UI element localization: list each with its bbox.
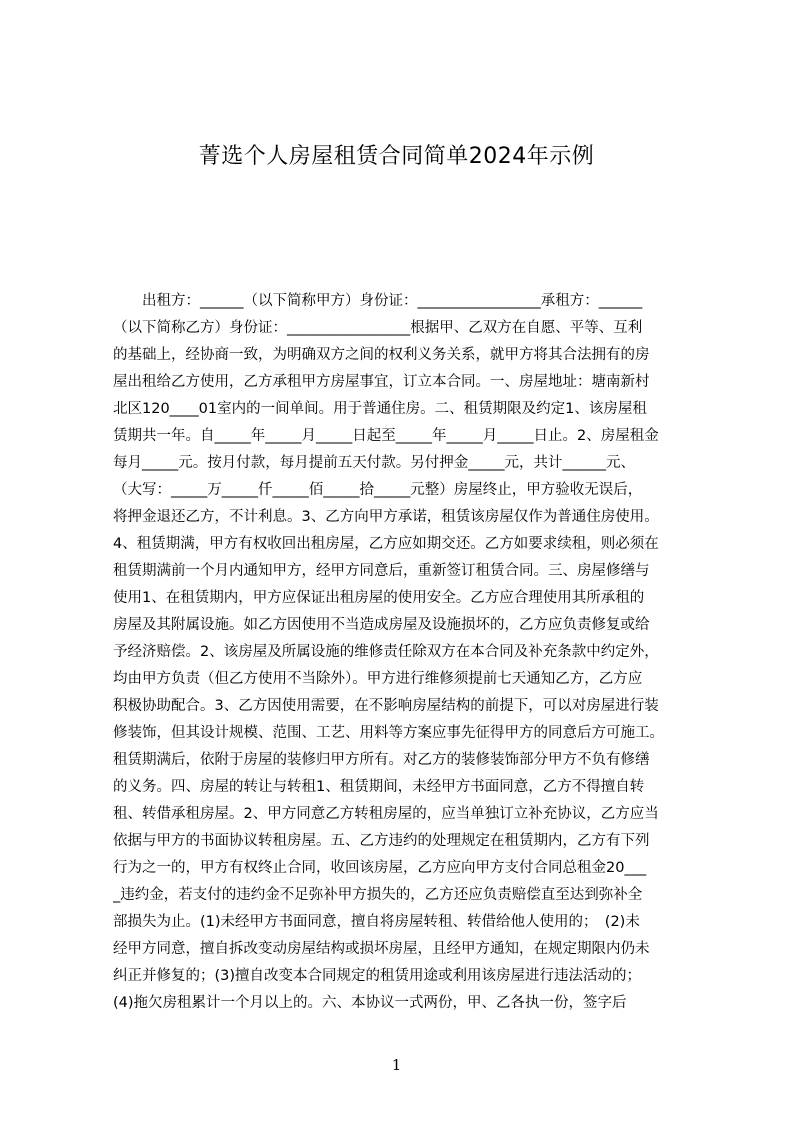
body-line: 屋出租给乙方使用，乙方承租甲方房屋事宜，订立本合同。一、房屋地址：塘南新村	[113, 374, 650, 390]
body-line: 将押金退还乙方，不计利息。3、乙方向甲方承诺，租赁该房屋仅作为普通住房使用。	[113, 509, 659, 525]
body-line: 使用1、在租赁期内，甲方应保证出租房屋的使用安全。乙方应合理使用其所承租的	[113, 590, 645, 606]
body-line: 出租方：______（以下简称甲方）身份证：_________________承租方：______	[113, 293, 643, 309]
body-line: 4、租赁期满，甲方有权收回出租房屋，乙方应如期交还。乙方如要求续租，则必须在	[113, 536, 659, 552]
body-line: 予经济赔偿。2、该房屋及所属设施的维修责任除双方在本合同及补充条款中约定外，	[113, 644, 659, 660]
body-line: 租赁期满前一个月内通知甲方，经甲方同意后，重新签订租赁合同。三、房屋修缮与	[113, 563, 650, 579]
body-line: （大写：_____万_____仟_____佰_____拾_____元整）房屋终止，甲方验收无误后，	[113, 482, 643, 498]
body-line: 修装饰，但其设计规模、范围、工艺、用料等方案应事先征得甲方的同意后方可施工。	[113, 725, 664, 741]
body-line: 房屋及其附属设施。如乙方因使用不当造成房屋及设施损坏的，乙方应负责修复或给	[113, 617, 650, 633]
body-line: 均由甲方负责（但乙方使用不当除外）。甲方进行维修须提前七天通知乙方，乙方应	[113, 671, 643, 687]
body-line: 赁期共一年。自_____年_____月_____日起至_____年_____月_____日止。2、房屋租金	[113, 428, 659, 444]
body-line: 每月_____元。按月付款，每月提前五天付款。另付押金_____元，共计______元、	[113, 455, 635, 471]
body-line: 经甲方同意，擅自拆改变动房屋结构或损坏房屋，且经甲方通知，在规定期限内仍未	[113, 941, 650, 957]
contract-body	[113, 288, 699, 1017]
body-line: 租、转借承租房屋。2、甲方同意乙方转租房屋的，应当单独订立补充协议，乙方应当	[113, 806, 659, 822]
body-line: 的基础上，经协商一致，为明确双方之间的权利义务关系，就甲方将其合法拥有的房	[113, 347, 650, 363]
body-line: 部损失为止。(1)未经甲方书面同意，擅自将房屋转租、转借给他人使用的； (2)未	[113, 914, 640, 930]
body-line: 依据与甲方的书面协议转租房屋。五、乙方违约的处理规定在租赁期内，乙方有下列	[113, 833, 650, 849]
body-line: 行为之一的，甲方有权终止合同，收回该房屋，乙方应向甲方支付合同总租金20___	[113, 860, 647, 876]
body-line: 积极协助配合。3、乙方因使用需要，在不影响房屋结构的前提下，可以对房屋进行装	[113, 698, 659, 714]
body-line: 的义务。四、房屋的转让与转租1、租赁期间，未经甲方书面同意，乙方不得擅自转	[113, 779, 645, 795]
body-line: 租赁期满后，依附于房屋的装修归甲方所有。对乙方的装修装饰部分甲方不负有修缮	[113, 752, 650, 768]
body-line: (4)拖欠房租累计一个月以上的。六、本协议一式两份，甲、乙各执一份，签字后	[113, 995, 627, 1011]
page-number: 1	[391, 1056, 402, 1074]
page-title: 菁选个人房屋租赁合同简单2024年示例	[198, 144, 595, 169]
body-line: _违约金，若支付的违约金不足弥补甲方损失的，乙方还应负责赔偿直至达到弥补全	[113, 887, 643, 903]
body-line: 纠正并修复的；(3)擅自改变本合同规定的租赁用途或利用该房屋进行违法活动的；	[113, 968, 642, 984]
body-line: 北区120____01室内的一间单间。用于普通住房。二、租赁期限及约定1、该房屋租	[113, 401, 647, 417]
body-line: （以下简称乙方）身份证：_________________根据甲、乙双方在自愿、平等、互利	[113, 320, 643, 336]
